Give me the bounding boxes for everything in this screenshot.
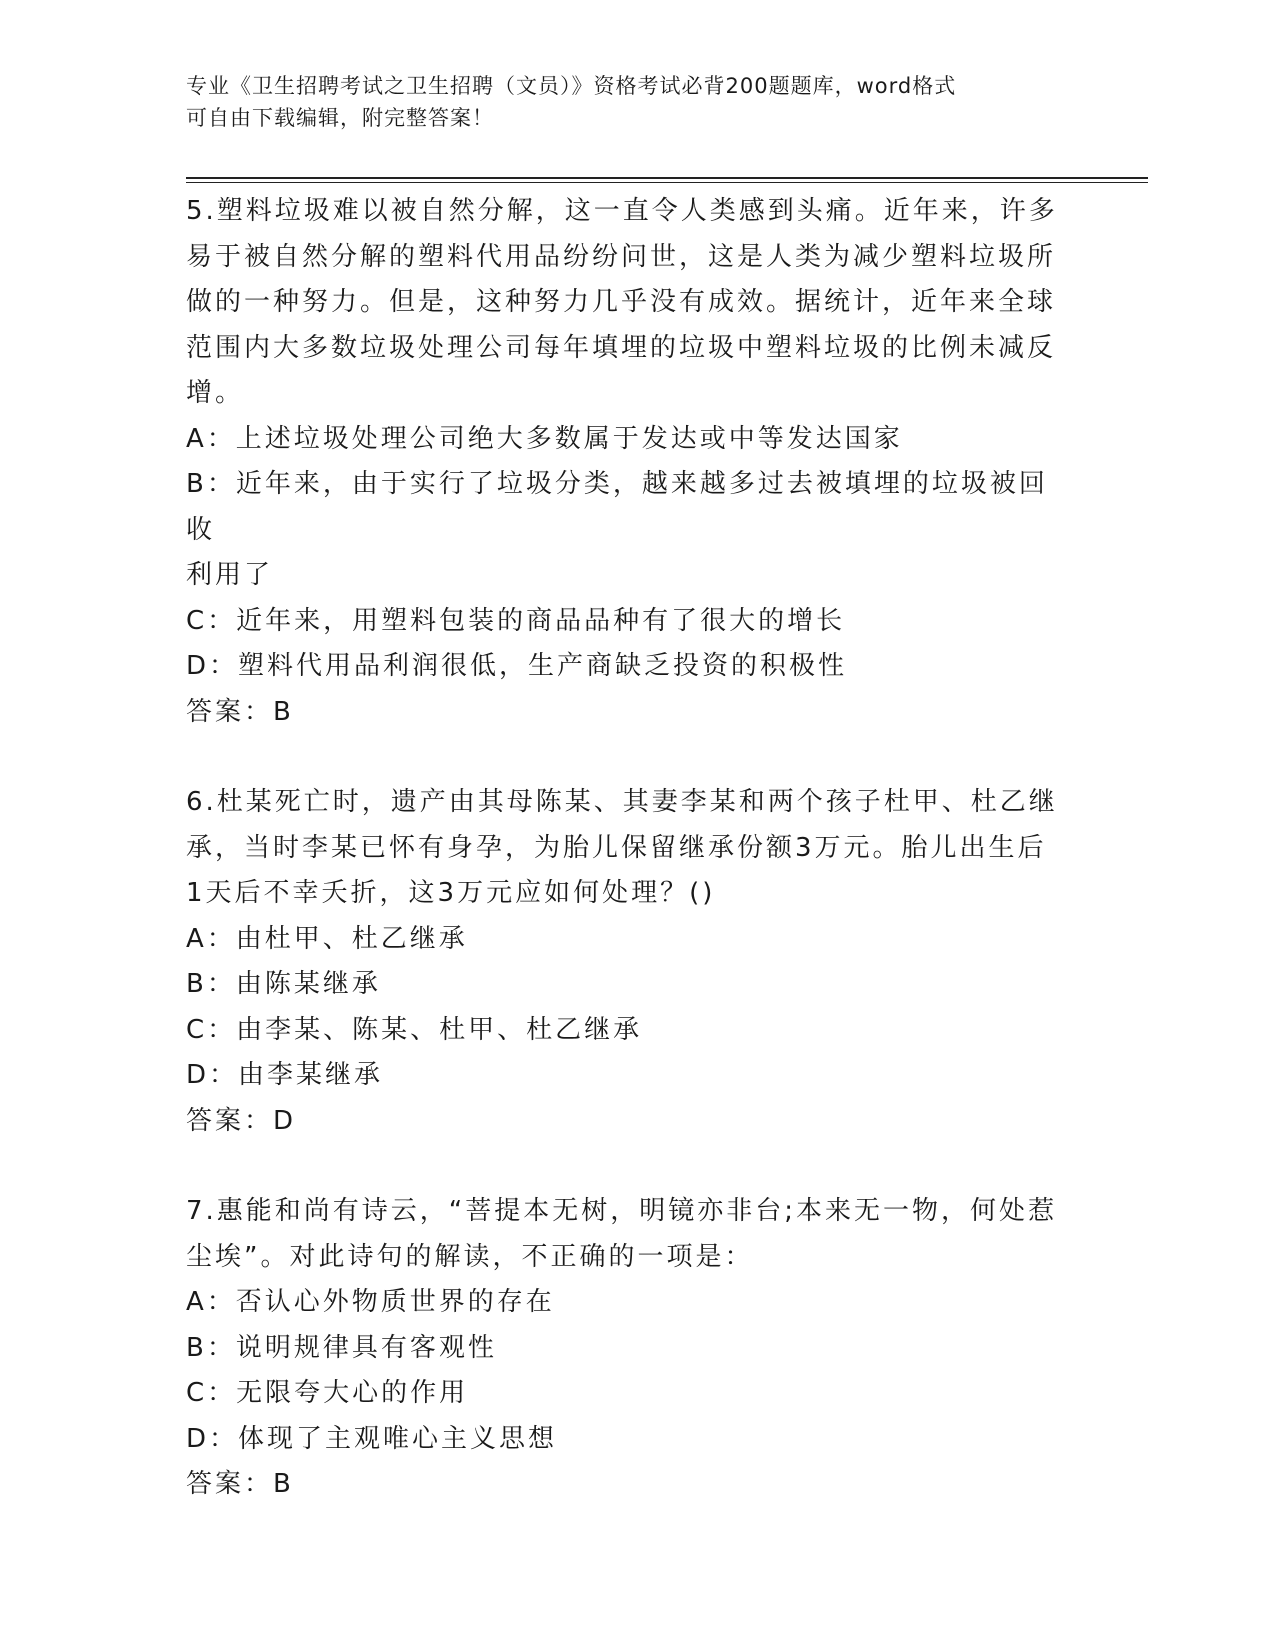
stem-line: 6.杜某死亡时，遗产由其母陈某、其妻李某和两个孩子杜甲、杜乙继 [186,787,1058,817]
option-a [186,417,1066,463]
question-6 [186,780,1066,1144]
option-d [186,1417,1066,1463]
option-line: 利用了 [186,560,274,590]
option-line: B：由陈某继承 [186,969,381,999]
stem-line: 范围内大多数垃圾处理公司每年填埋的垃圾中塑料垃圾的比例未减反 [186,332,1057,363]
stem-line: 5.塑料垃圾难以被自然分解，这一直令人类感到头痛。近年来，许多 [186,196,1058,226]
document-header [186,70,1086,134]
option-line: D：由李某继承 [186,1060,384,1090]
option-a [186,1280,1066,1326]
stem-line: 7.惠能和尚有诗云，“菩提本无树，明镜亦非台;本来无一物，何处惹 [186,1196,1058,1226]
option-d [186,644,1066,690]
question-list [186,189,1066,1508]
option-line: D：体现了主观唯心主义思想 [186,1423,558,1454]
option-line: C：由李某、陈某、杜甲、杜乙继承 [186,1014,643,1045]
question-5 [186,189,1066,735]
header-line-1: 专业《卫生招聘考试之卫生招聘（文员）》资格考试必背200题题库，word格式 [186,74,957,98]
question-stem [186,189,1066,417]
header-line-2: 可自由下载编辑，附完整答案！ [186,106,494,130]
option-b [186,962,1066,1008]
answer-label: 答案：B [186,696,294,727]
option-line: A：否认心外物质世界的存在 [186,1287,555,1317]
option-c [186,599,1066,645]
option-b [186,462,1066,599]
question-spacer [186,1144,1066,1189]
header-divider-thick [186,177,1148,179]
stem-line: 增。 [186,378,245,408]
question-stem [186,1189,1066,1280]
stem-line: 做的一种努力。但是，这种努力几乎没有成效。据统计，近年来全球 [186,287,1057,317]
option-line: C：无限夸大心的作用 [186,1378,469,1408]
option-a [186,917,1066,963]
option-c [186,1371,1066,1417]
option-line: A：由杜甲、杜乙继承 [186,923,468,954]
stem-line: 1天后不幸夭折，这3万元应如何处理？() [186,878,716,908]
stem-line: 尘埃”。对此诗句的解读，不正确的一项是： [186,1241,754,1272]
answer-label: 答案：B [186,1469,294,1499]
question-spacer [186,735,1066,780]
stem-line: 承，当时李某已怀有身孕，为胎儿保留继承份额3万元。胎儿出生后 [186,832,1047,863]
option-d [186,1053,1066,1099]
option-c [186,1008,1066,1054]
question-7 [186,1189,1066,1508]
header-divider-thin [186,182,1148,183]
option-b [186,1326,1066,1372]
option-line: C：近年来，用塑料包装的商品品种有了很大的增长 [186,605,846,636]
option-line: D：塑料代用品利润很低，生产商缺乏投资的积极性 [186,651,848,681]
answer-label: 答案：D [186,1105,297,1136]
option-line: B：说明规律具有客观性 [186,1332,497,1363]
option-line: A：上述垃圾处理公司绝大多数属于发达或中等发达国家 [186,423,903,454]
option-line: B：近年来，由于实行了垃圾分类，越来越多过去被填埋的垃圾被回收 [186,469,1048,545]
question-stem [186,780,1066,917]
stem-line: 易于被自然分解的塑料代用品纷纷问世，这是人类为减少塑料垃圾所 [186,241,1057,272]
